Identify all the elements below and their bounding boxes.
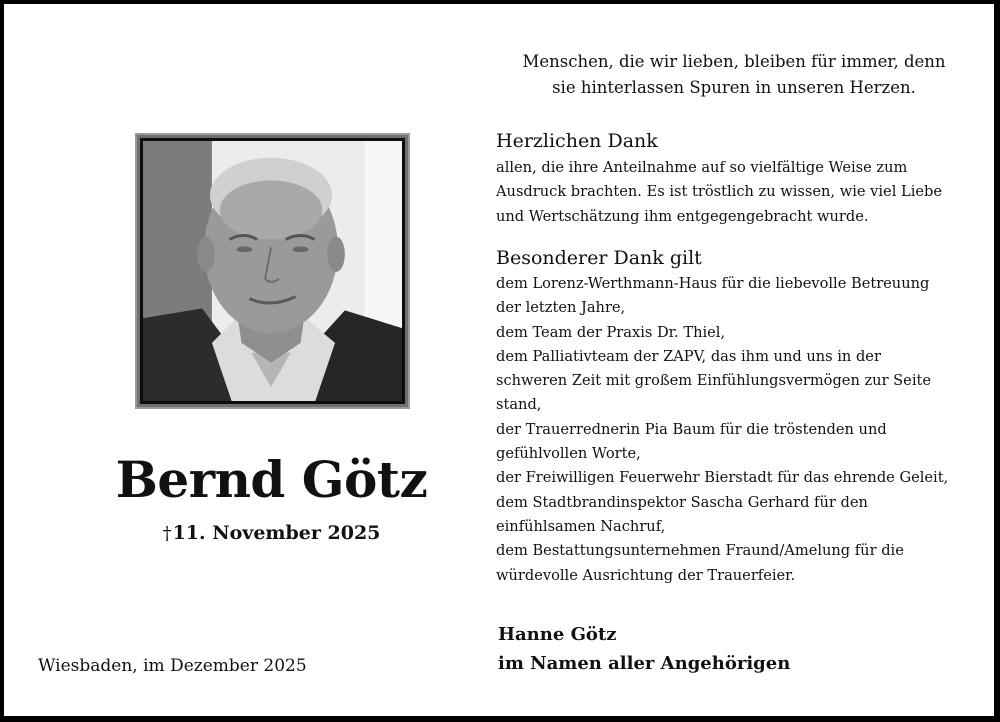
place-and-date: Wiesbaden, im Dezember 2025 bbox=[38, 656, 307, 676]
death-date-text: 11. November 2025 bbox=[172, 522, 381, 544]
text-line: schweren Zeit mit großem Einfühlungsvermögen zur Seite bbox=[496, 372, 931, 390]
text-line: dem Team der Praxis Dr. Thiel, bbox=[496, 323, 726, 341]
text-line: allen, die ihre Anteilnahme auf so vielfältige Weise zum bbox=[496, 159, 908, 176]
text-line: gefühlvollen Worte, bbox=[496, 445, 641, 463]
death-date bbox=[94, 522, 449, 544]
text-line: einfühlsamen Nachruf, bbox=[496, 517, 666, 535]
thanks-text bbox=[496, 156, 976, 229]
special-thanks-text bbox=[496, 272, 976, 588]
thanks-heading: Herzlichen Dank bbox=[496, 130, 658, 152]
text-line: und Wertschätzung ihm entgegengebracht wurde. bbox=[496, 207, 869, 225]
text-line: dem Lorenz-Werthmann-Haus für die liebevolle Betreuung bbox=[496, 275, 930, 292]
signature bbox=[498, 620, 790, 678]
text-line: dem Stadtbrandinspektor Sascha Gerhard für den bbox=[496, 493, 868, 511]
signer-name: Hanne Götz bbox=[498, 624, 617, 645]
text-line: Ausdruck brachten. Es ist tröstlich zu wissen, wie viel Liebe bbox=[496, 183, 942, 201]
quote-line: Menschen, die wir lieben, bleiben für immer, denn bbox=[522, 52, 946, 71]
special-thanks-heading: Besonderer Dank gilt bbox=[496, 247, 702, 269]
text-line: der Freiwilligen Feuerwehr Bierstadt für das ehrende Geleit, bbox=[496, 469, 949, 487]
text-line: dem Palliativteam der ZAPV, das ihm und uns in der bbox=[496, 347, 881, 365]
memorial-quote bbox=[496, 49, 972, 101]
signer-note: im Namen aller Angehörigen bbox=[498, 653, 791, 674]
deceased-name: Bernd Götz bbox=[115, 450, 428, 509]
quote-line: sie hinterlassen Spuren in unseren Herzen. bbox=[552, 78, 916, 97]
text-line: würdevolle Ausrichtung der Trauerfeier. bbox=[496, 566, 796, 584]
portrait-photo-frame bbox=[135, 133, 410, 409]
portrait-image bbox=[143, 141, 402, 401]
cross-icon: † bbox=[162, 523, 172, 544]
portrait-photo bbox=[140, 138, 405, 404]
text-line: dem Bestattungsunternehmen Fraund/Amelung für die bbox=[496, 542, 904, 560]
text-line: stand, bbox=[496, 396, 542, 414]
text-line: der letzten Jahre, bbox=[496, 299, 626, 317]
text-line: der Trauerrednerin Pia Baum für die tröstenden und bbox=[496, 420, 887, 438]
